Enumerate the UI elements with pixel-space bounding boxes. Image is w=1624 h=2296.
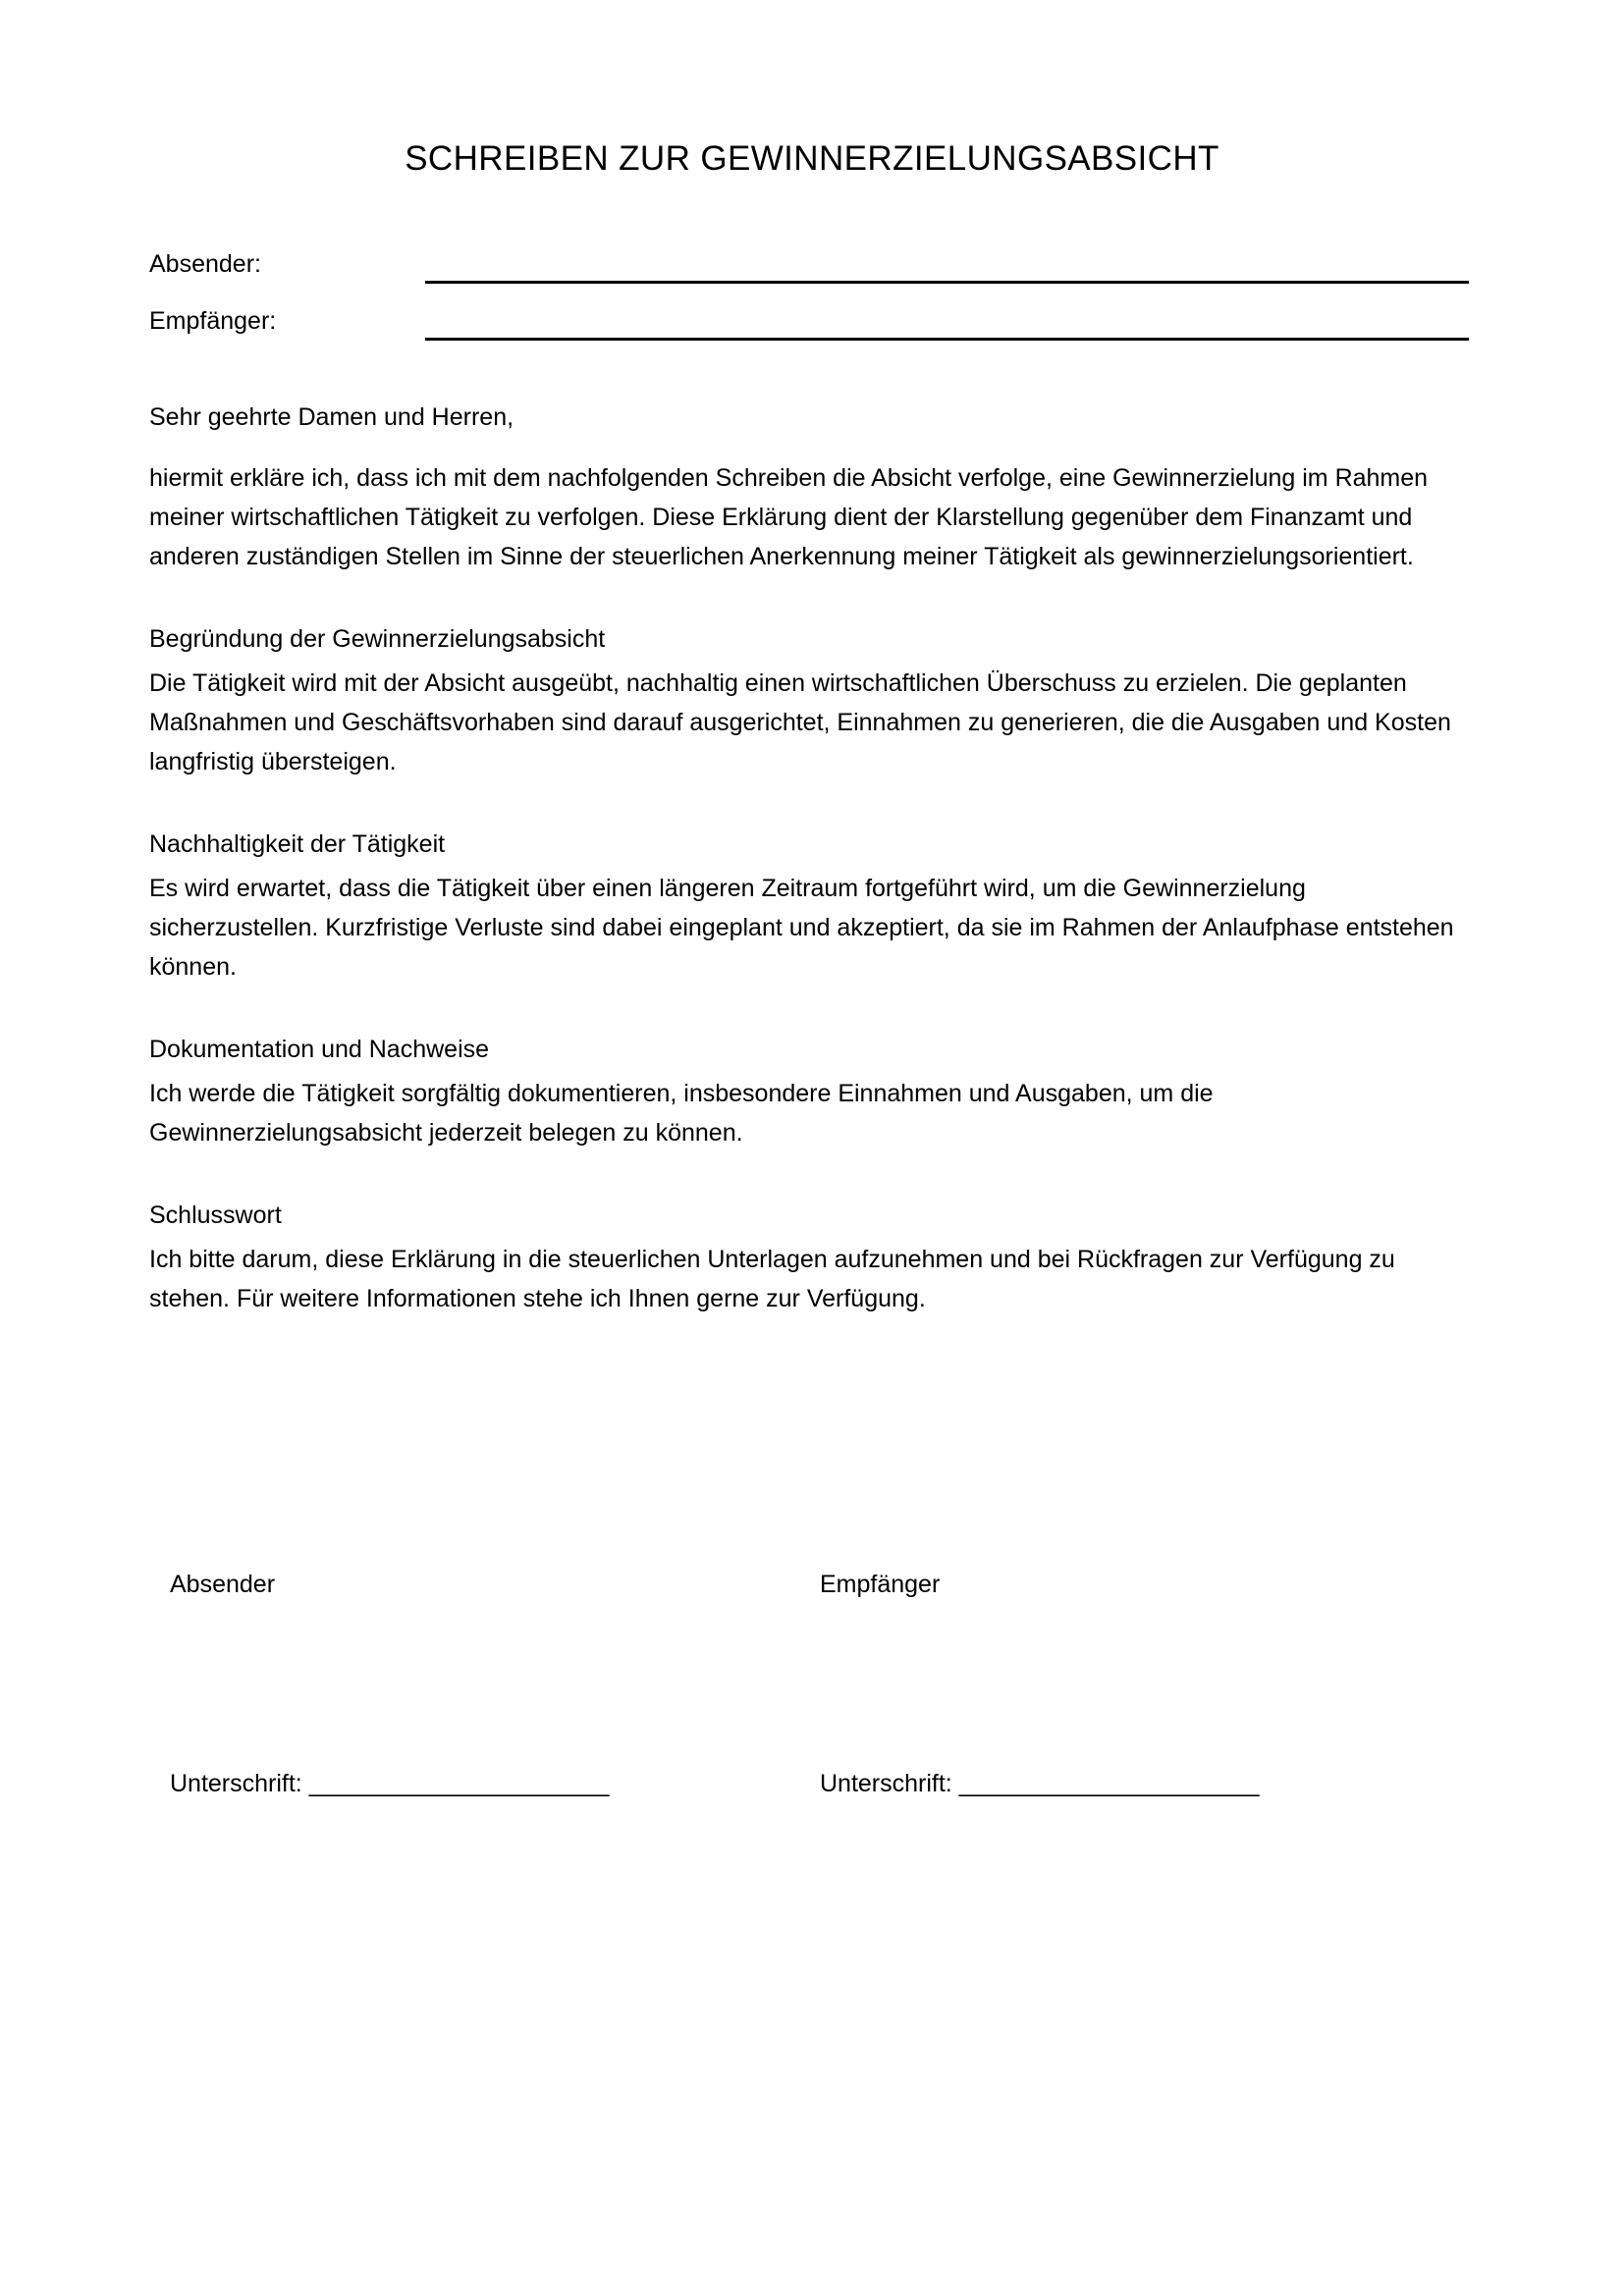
page-title: SCHREIBEN ZUR GEWINNERZIELUNGSABSICHT [405,139,1219,179]
intro-paragraph: hiermit erkläre ich, dass ich mit dem nachfolgenden Schreiben die Absicht verfolge, eine Gewinnerzielung im Rahmen meiner wirtschaftlichen Tätigkeit zu verfolgen. Diese Erklärung dient der Klarstellung gegenüber dem Finanzamt und anderen zuständigen Stellen im Sinne der steuerlichen Anerkennung meiner Tätigkeit als gewinnerzielungsorientiert. [149,464,1429,570]
absender-fill-in-rule[interactable] [425,281,1469,284]
signature-line-absender[interactable]: Unterschrift: ______________________ [170,1770,610,1797]
empfaenger-label: Empfänger: [149,307,277,335]
section-body-schlusswort: Ich bitte darum, diese Erklärung in die steuerlichen Unterlagen aufzunehmen und bei Rückfragen zur Verfügung zu stehen. Für weitere Informationen stehe ich Ihnen gerne zur Verfügung. [149,1246,1395,1312]
section-heading-begruendung: Begründung der Gewinnerzielungsabsicht [149,625,606,653]
section-body-dokumentation: Ich werde die Tätigkeit sorgfältig dokumentieren, insbesondere Einnahmen und Ausgaben, um die Gewinnerzielungsabsicht jederzeit belegen zu können. [149,1080,1214,1147]
section-begruendung [149,619,1473,781]
signature-column-empfaenger [820,1568,1448,1797]
address-row-empfaenger [149,304,1475,361]
absender-label: Absender: [149,250,261,278]
section-dokumentation [149,1030,1473,1152]
signature-line-empfaenger[interactable]: Unterschrift: ______________________ [820,1770,1260,1797]
section-body-nachhaltigkeit: Es wird erwartet, dass die Tätigkeit über einen längeren Zeitraum fortgeführt wird, um die Gewinnerzielung sicherzustellen. Kurzfristige Verluste sind dabei eingeplant und akzeptiert, da sie im Rahmen der Anlaufphase entstehen können. [149,875,1454,981]
section-heading-nachhaltigkeit: Nachhaltigkeit der Tätigkeit [149,830,446,858]
section-body-begruendung: Die Tätigkeit wird mit der Absicht ausgeübt, nachhaltig einen wirtschaftlichen Überschuss zu erzielen. Die geplanten Maßnahmen und Geschäftsvorhaben sind darauf ausgerichtet, Einnahmen zu generieren, die die Ausgaben und Kosten langfristig übersteigen. [149,669,1451,775]
signature-column-absender [170,1568,798,1797]
section-nachhaltigkeit [149,825,1473,987]
letter-body [149,398,1473,1318]
signature-block [0,1568,1624,1852]
salutation: Sehr geehrte Damen und Herren, [149,403,514,431]
signature-role-empfaenger: Empfänger [820,1571,941,1598]
section-schlusswort [149,1196,1473,1318]
empfaenger-fill-in-rule[interactable] [425,338,1469,341]
section-heading-schlusswort: Schlusswort [149,1201,282,1229]
signature-role-absender: Absender [170,1571,276,1598]
address-block [149,247,1475,361]
address-row-absender [149,247,1475,304]
section-heading-dokumentation: Dokumentation und Nachweise [149,1036,490,1063]
